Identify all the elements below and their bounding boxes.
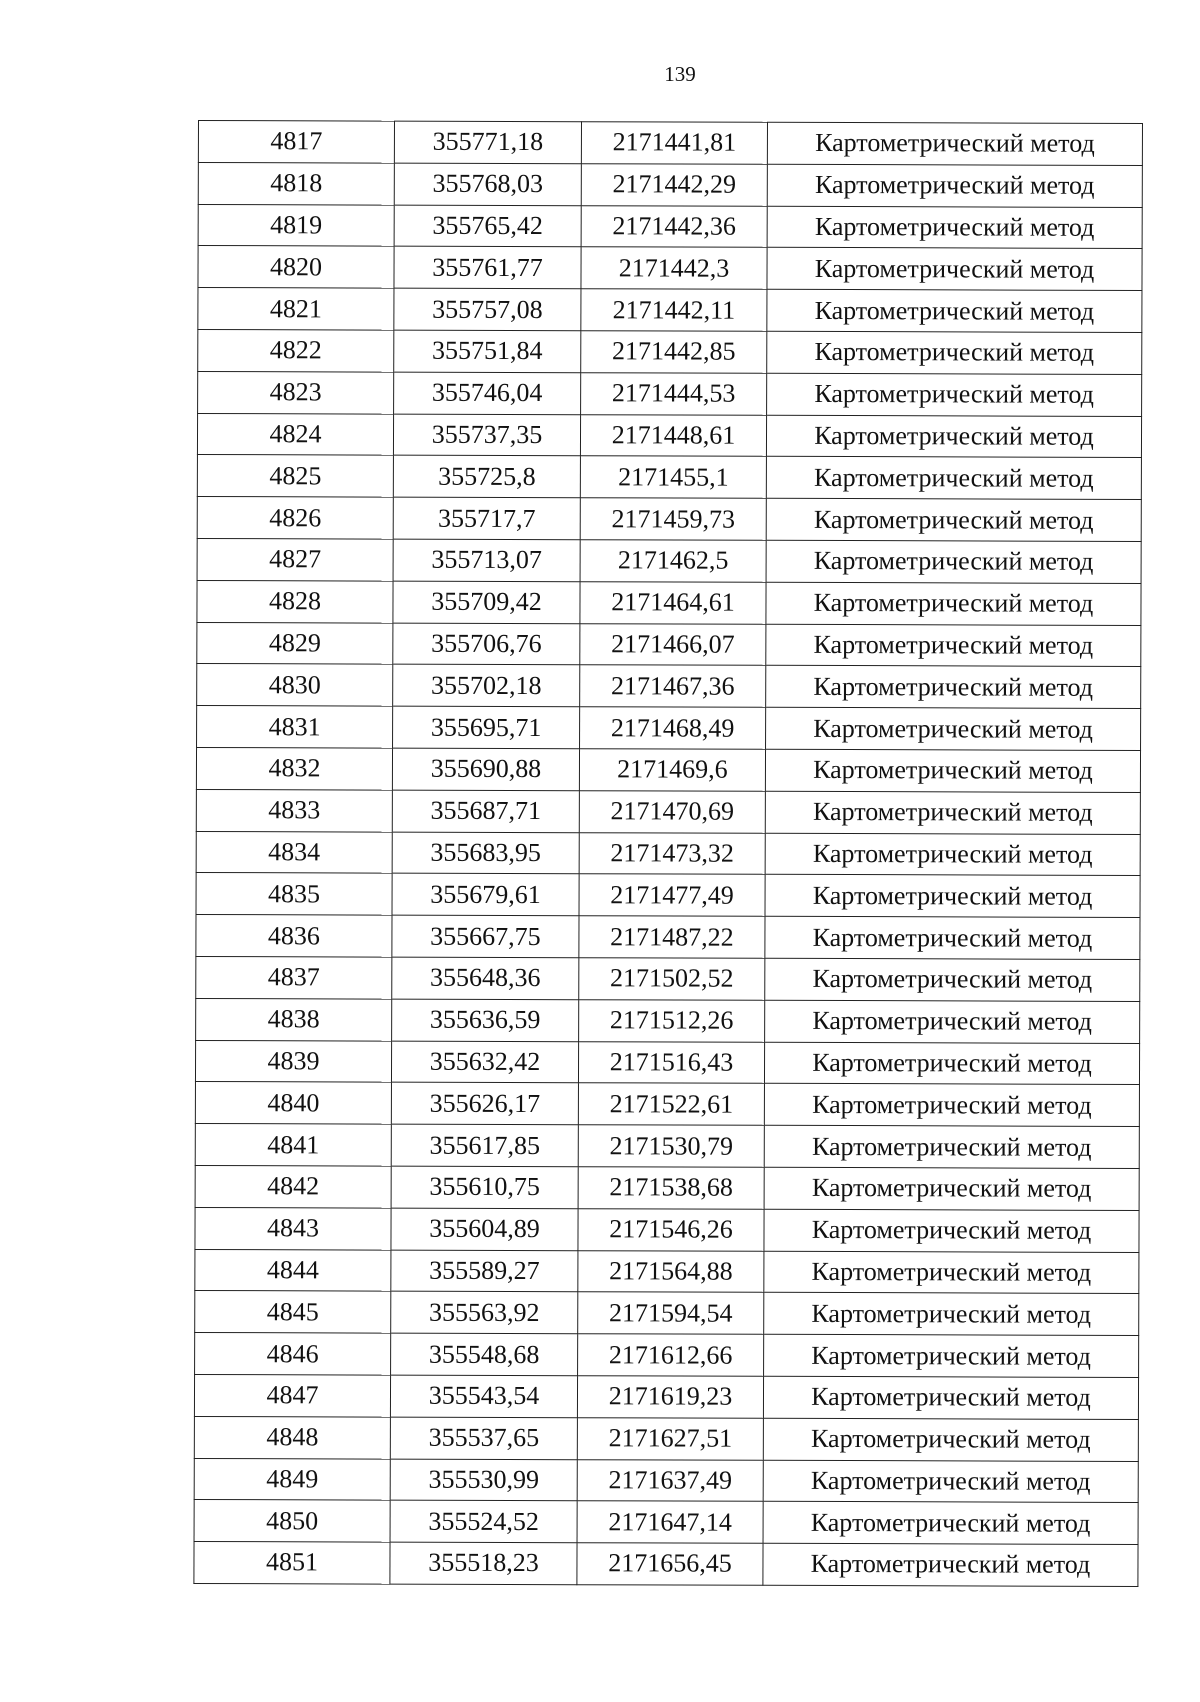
x-coordinate-cell: 355589,27 <box>391 1250 578 1292</box>
table-row <box>194 1416 1138 1461</box>
method-cell: Картометрический метод <box>766 415 1141 458</box>
x-coordinate-cell: 355548,68 <box>391 1333 578 1375</box>
method-cell: Картометрический метод <box>766 707 1141 750</box>
y-coordinate-cell: 2171512,26 <box>579 999 765 1041</box>
y-coordinate-cell: 2171502,52 <box>579 958 765 1000</box>
method-cell: Картометрический метод <box>764 1334 1139 1377</box>
table-row <box>197 413 1141 458</box>
table-row <box>197 538 1141 583</box>
table-row <box>197 497 1141 542</box>
y-coordinate-cell: 2171464,61 <box>580 581 766 623</box>
x-coordinate-cell: 355765,42 <box>394 205 581 247</box>
method-cell: Картометрический метод <box>764 1084 1139 1127</box>
x-coordinate-cell: 355751,84 <box>394 330 581 372</box>
coordinates-table-body <box>194 121 1143 1587</box>
x-coordinate-cell: 355717,7 <box>393 497 580 539</box>
x-coordinate-cell: 355543,54 <box>390 1375 577 1417</box>
table-row <box>194 1500 1138 1545</box>
point-number-cell: 4829 <box>197 622 393 664</box>
point-number-cell: 4822 <box>198 329 394 371</box>
y-coordinate-cell: 2171469,6 <box>579 749 765 791</box>
x-coordinate-cell: 355690,88 <box>392 748 579 790</box>
x-coordinate-cell: 355530,99 <box>390 1459 577 1501</box>
x-coordinate-cell: 355687,71 <box>392 790 579 832</box>
point-number-cell: 4834 <box>196 831 392 873</box>
method-cell: Картометрический метод <box>767 122 1142 165</box>
table-row <box>197 455 1141 500</box>
y-coordinate-cell: 2171441,81 <box>581 122 767 164</box>
point-number-cell: 4833 <box>196 789 392 831</box>
method-cell: Картометрический метод <box>766 498 1141 541</box>
point-number-cell: 4823 <box>198 371 394 413</box>
method-cell: Картометрический метод <box>763 1418 1138 1461</box>
x-coordinate-cell: 355518,23 <box>390 1542 577 1584</box>
table-row <box>195 1165 1139 1210</box>
y-coordinate-cell: 2171656,45 <box>577 1543 763 1585</box>
point-number-cell: 4851 <box>194 1542 390 1584</box>
y-coordinate-cell: 2171448,61 <box>580 414 766 456</box>
y-coordinate-cell: 2171462,5 <box>580 540 766 582</box>
point-number-cell: 4844 <box>195 1249 391 1291</box>
method-cell: Картометрический метод <box>765 791 1140 834</box>
table-row <box>195 1082 1139 1127</box>
y-coordinate-cell: 2171530,79 <box>578 1125 764 1167</box>
y-coordinate-cell: 2171477,49 <box>579 874 765 916</box>
table-row <box>197 622 1141 667</box>
y-coordinate-cell: 2171455,1 <box>580 456 766 498</box>
point-number-cell: 4842 <box>195 1165 391 1207</box>
point-number-cell: 4817 <box>198 121 394 163</box>
table-row <box>195 1124 1139 1169</box>
x-coordinate-cell: 355706,76 <box>393 623 580 665</box>
method-cell: Картометрический метод <box>765 749 1140 792</box>
x-coordinate-cell: 355648,36 <box>392 957 579 999</box>
table-row <box>195 1040 1139 1085</box>
point-number-cell: 4830 <box>197 664 393 706</box>
table-row <box>196 915 1140 960</box>
point-number-cell: 4850 <box>194 1500 390 1542</box>
method-cell: Картометрический метод <box>764 1251 1139 1294</box>
point-number-cell: 4849 <box>194 1458 390 1500</box>
x-coordinate-cell: 355757,08 <box>394 288 581 330</box>
point-number-cell: 4831 <box>197 706 393 748</box>
point-number-cell: 4835 <box>196 873 392 915</box>
method-cell: Картометрический метод <box>765 916 1140 959</box>
point-number-cell: 4843 <box>195 1207 391 1249</box>
table-row <box>198 288 1142 333</box>
method-cell: Картометрический метод <box>763 1376 1138 1419</box>
x-coordinate-cell: 355768,03 <box>394 163 581 205</box>
method-cell: Картометрический метод <box>767 331 1142 374</box>
y-coordinate-cell: 2171470,69 <box>579 790 765 832</box>
table-row <box>195 1333 1139 1378</box>
x-coordinate-cell: 355537,65 <box>390 1417 577 1459</box>
table-row <box>198 246 1142 291</box>
y-coordinate-cell: 2171594,54 <box>578 1292 764 1334</box>
point-number-cell: 4838 <box>196 998 392 1040</box>
method-cell: Картометрический метод <box>765 1000 1140 1043</box>
table-row <box>198 121 1142 166</box>
table-row <box>195 1207 1139 1252</box>
x-coordinate-cell: 355695,71 <box>393 706 580 748</box>
method-cell: Картометрический метод <box>765 833 1140 876</box>
point-number-cell: 4825 <box>197 455 393 497</box>
method-cell: Картометрический метод <box>763 1502 1138 1545</box>
table-row <box>196 831 1140 876</box>
method-cell: Картометрический метод <box>766 666 1141 709</box>
y-coordinate-cell: 2171627,51 <box>577 1417 763 1459</box>
method-cell: Картометрический метод <box>763 1460 1138 1503</box>
method-cell: Картометрический метод <box>767 164 1142 207</box>
y-coordinate-cell: 2171522,61 <box>578 1083 764 1125</box>
point-number-cell: 4818 <box>198 162 394 204</box>
table-row <box>197 706 1141 751</box>
point-number-cell: 4824 <box>197 413 393 455</box>
x-coordinate-cell: 355524,52 <box>390 1500 577 1542</box>
table-row <box>198 371 1142 416</box>
method-cell: Картометрический метод <box>765 875 1140 918</box>
method-cell: Картометрический метод <box>766 582 1141 625</box>
point-number-cell: 4836 <box>196 915 392 957</box>
method-cell: Картометрический метод <box>765 958 1140 1001</box>
x-coordinate-cell: 355702,18 <box>393 664 580 706</box>
y-coordinate-cell: 2171637,49 <box>577 1459 763 1501</box>
method-cell: Картометрический метод <box>767 206 1142 249</box>
point-number-cell: 4848 <box>194 1416 390 1458</box>
point-number-cell: 4828 <box>197 580 393 622</box>
point-number-cell: 4819 <box>198 204 394 246</box>
page-number: 139 <box>664 62 696 86</box>
method-cell: Картометрический метод <box>764 1125 1139 1168</box>
method-cell: Картометрический метод <box>766 457 1141 500</box>
y-coordinate-cell: 2171612,66 <box>578 1334 764 1376</box>
method-cell: Картометрический метод <box>764 1042 1139 1085</box>
point-number-cell: 4840 <box>195 1082 391 1124</box>
y-coordinate-cell: 2171564,88 <box>578 1250 764 1292</box>
point-number-cell: 4821 <box>198 288 394 330</box>
y-coordinate-cell: 2171442,3 <box>581 247 767 289</box>
y-coordinate-cell: 2171538,68 <box>578 1167 764 1209</box>
x-coordinate-cell: 355737,35 <box>393 414 580 456</box>
x-coordinate-cell: 355709,42 <box>393 581 580 623</box>
table-row <box>196 998 1140 1043</box>
y-coordinate-cell: 2171619,23 <box>577 1376 763 1418</box>
x-coordinate-cell: 355667,75 <box>392 915 579 957</box>
y-coordinate-cell: 2171459,73 <box>580 498 766 540</box>
point-number-cell: 4841 <box>195 1124 391 1166</box>
x-coordinate-cell: 355683,95 <box>392 832 579 874</box>
point-number-cell: 4846 <box>195 1333 391 1375</box>
method-cell: Картометрический метод <box>766 624 1141 667</box>
y-coordinate-cell: 2171468,49 <box>580 707 766 749</box>
method-cell: Картометрический метод <box>766 540 1141 583</box>
y-coordinate-cell: 2171647,14 <box>577 1501 763 1543</box>
y-coordinate-cell: 2171442,29 <box>581 164 767 206</box>
y-coordinate-cell: 2171467,36 <box>580 665 766 707</box>
y-coordinate-cell: 2171546,26 <box>578 1208 764 1250</box>
x-coordinate-cell: 355771,18 <box>394 121 581 163</box>
point-number-cell: 4839 <box>195 1040 391 1082</box>
method-cell: Картометрический метод <box>763 1543 1138 1586</box>
y-coordinate-cell: 2171444,53 <box>581 372 767 414</box>
method-cell: Картометрический метод <box>767 248 1142 291</box>
point-number-cell: 4832 <box>196 747 392 789</box>
method-cell: Картометрический метод <box>764 1167 1139 1210</box>
x-coordinate-cell: 355636,59 <box>392 999 579 1041</box>
y-coordinate-cell: 2171487,22 <box>579 916 765 958</box>
table-row <box>197 664 1141 709</box>
table-row <box>195 1249 1139 1294</box>
x-coordinate-cell: 355761,77 <box>394 247 581 289</box>
y-coordinate-cell: 2171516,43 <box>578 1041 764 1083</box>
method-cell: Картометрический метод <box>764 1293 1139 1336</box>
x-coordinate-cell: 355626,17 <box>391 1082 578 1124</box>
x-coordinate-cell: 355725,8 <box>393 455 580 497</box>
table-row <box>198 329 1142 374</box>
point-number-cell: 4847 <box>194 1374 390 1416</box>
table-row <box>196 789 1140 834</box>
x-coordinate-cell: 355713,07 <box>393 539 580 581</box>
x-coordinate-cell: 355746,04 <box>394 372 581 414</box>
method-cell: Картометрический метод <box>764 1209 1139 1252</box>
x-coordinate-cell: 355617,85 <box>391 1124 578 1166</box>
point-number-cell: 4827 <box>197 538 393 580</box>
point-number-cell: 4826 <box>197 497 393 539</box>
x-coordinate-cell: 355632,42 <box>391 1041 578 1083</box>
coordinates-table <box>193 120 1143 1587</box>
y-coordinate-cell: 2171442,11 <box>581 289 767 331</box>
method-cell: Картометрический метод <box>767 373 1142 416</box>
x-coordinate-cell: 355563,92 <box>391 1291 578 1333</box>
y-coordinate-cell: 2171466,07 <box>580 623 766 665</box>
table-row <box>197 580 1141 625</box>
y-coordinate-cell: 2171442,36 <box>581 205 767 247</box>
x-coordinate-cell: 355679,61 <box>392 873 579 915</box>
x-coordinate-cell: 355604,89 <box>391 1208 578 1250</box>
table-row <box>196 873 1140 918</box>
point-number-cell: 4837 <box>196 956 392 998</box>
table-row <box>196 747 1140 792</box>
table-row <box>194 1542 1138 1587</box>
table-row <box>195 1291 1139 1336</box>
point-number-cell: 4845 <box>195 1291 391 1333</box>
y-coordinate-cell: 2171473,32 <box>579 832 765 874</box>
y-coordinate-cell: 2171442,85 <box>581 331 767 373</box>
x-coordinate-cell: 355610,75 <box>391 1166 578 1208</box>
table-row <box>198 162 1142 207</box>
table-row <box>194 1458 1138 1503</box>
point-number-cell: 4820 <box>198 246 394 288</box>
method-cell: Картометрический метод <box>767 289 1142 332</box>
table-row <box>198 204 1142 249</box>
table-row <box>194 1374 1138 1419</box>
table-row <box>196 956 1140 1001</box>
